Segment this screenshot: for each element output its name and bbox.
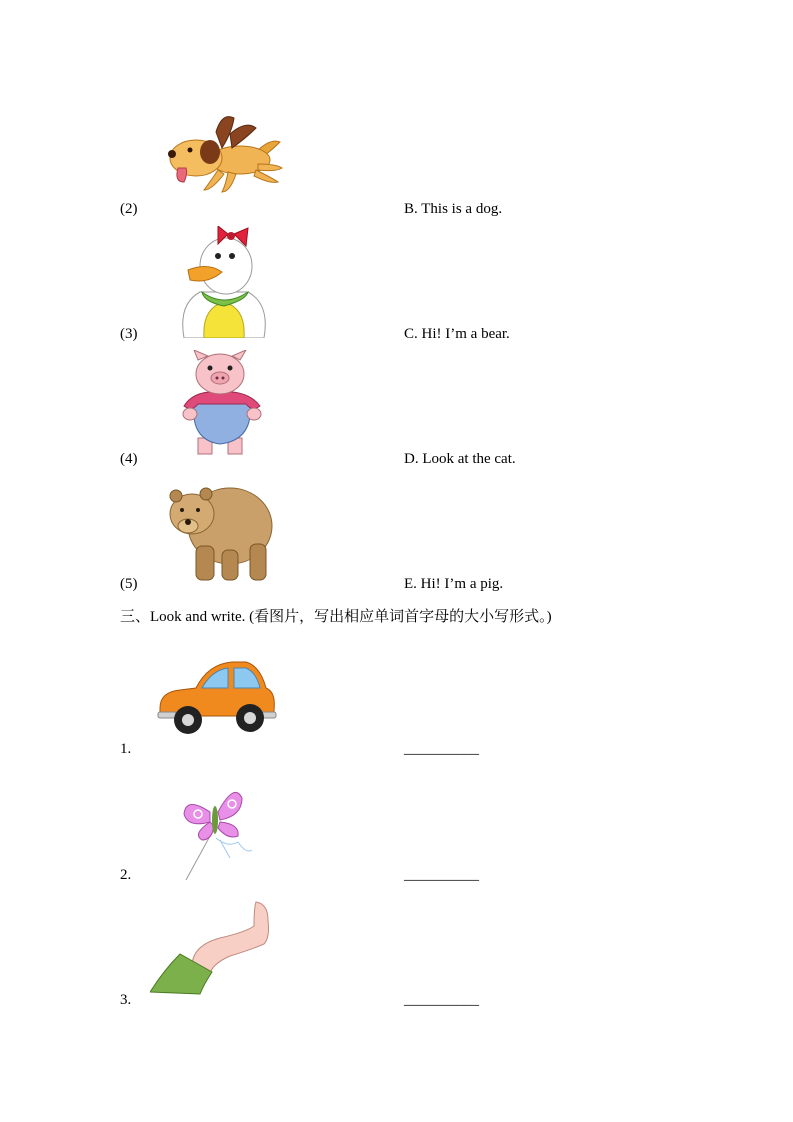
duck-picture <box>178 226 270 338</box>
item-number: 3. <box>120 992 132 1008</box>
item-number: 1. <box>120 741 132 757</box>
section-heading: 三、Look and write. (看图片，写出相应单词首字母的大小写形式。) <box>120 609 552 625</box>
kite-picture <box>180 782 260 882</box>
answer-blank[interactable]: __________ <box>404 867 479 883</box>
sentence-option: B. This is a dog. <box>404 201 503 217</box>
car-picture <box>156 658 278 738</box>
dog-picture <box>160 112 284 198</box>
row-number: (4) <box>120 451 138 467</box>
pig-picture <box>180 350 264 460</box>
row-number: (2) <box>120 201 138 217</box>
answer-blank[interactable]: __________ <box>404 992 479 1008</box>
sentence-option: E. Hi! I’m a pig. <box>404 576 504 592</box>
answer-blank[interactable]: __________ <box>404 741 479 757</box>
bear-picture <box>166 476 274 584</box>
row-number: (3) <box>120 326 138 342</box>
row-number: (5) <box>120 576 138 592</box>
sentence-option: D. Look at the cat. <box>404 451 516 467</box>
leg-picture <box>150 898 274 996</box>
item-number: 2. <box>120 867 132 883</box>
sentence-option: C. Hi! I’m a bear. <box>404 326 510 342</box>
